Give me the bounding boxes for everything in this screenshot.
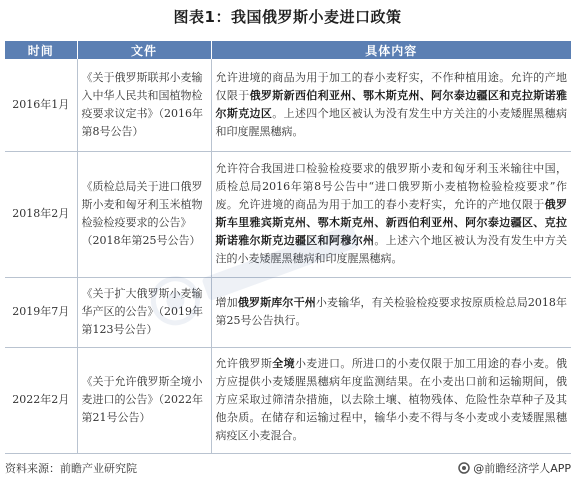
table-row: [5, 59, 571, 151]
content-regions: 俄罗斯新西伯利亚州、鄂木斯克州、阿尔泰边疆区和克拉斯诺雅尔斯克边区: [215, 88, 568, 120]
document-cell: 《关于允许俄罗斯全境小麦进口的公告》（2022年第21号公告）: [77, 347, 211, 453]
content-regions: 俄罗斯车里雅宾斯克州、鄂木斯克州、新西伯利亚州、阿尔泰边疆区、克拉斯诺雅尔斯克边疆区和阿穆尔州: [215, 198, 568, 247]
content-text: 小麦进口。所进口的小麦仅限于加工用途的春小麦。俄方应提供小麦矮腥黑穗病年度监测结果。在小麦出口前和运输期间，俄方应采取过筛清杂措施，以去除土壤、植物残体、危险性杂草种子及其他杂质。在储存和运输过程中，输华小麦不得与冬小麦或小麦矮腥黑穗病疫区小麦混合。: [215, 357, 568, 442]
content-cell: [211, 151, 571, 277]
page-title: 图表1：我国俄罗斯小麦进口政策: [173, 8, 402, 26]
header-document: 文件: [77, 41, 211, 59]
content-text: 。上述四个地区被认为没有发生中方关注的小麦矮腥黑穗病和印度腥黑穗病。: [215, 106, 567, 138]
content-text: 允许俄罗斯: [215, 357, 273, 370]
document-cell: 《关于俄罗斯联邦小麦输入中华人民共和国植物检疫要求议定书》（2016年第8号公告）: [77, 59, 211, 151]
brand-credit: [458, 460, 571, 476]
time-cell: 2018年2月: [5, 151, 77, 277]
document-cell: 《关于扩大俄罗斯小麦输华产区的公告》（2019年第123号公告）: [77, 277, 211, 347]
table-row: [5, 347, 571, 453]
table-row: [5, 151, 571, 277]
table-header-row: [5, 41, 571, 59]
footer: [5, 458, 571, 478]
data-source: 资料来源：前瞻产业研究院: [5, 462, 137, 475]
document-cell: 《质检总局关于进口俄罗斯小麦和匈牙利玉米植物检验检疫要求的公告》（2018年第25号公告）: [77, 151, 211, 277]
brand-label: @前瞻经济学人APP: [473, 462, 571, 475]
content-cell: [211, 277, 571, 347]
time-cell: 2022年2月: [5, 347, 77, 453]
content-regions: 俄罗斯库尔干州: [237, 296, 316, 309]
content-text: 增加: [215, 296, 238, 309]
content-text: 允许符合我国进口检验检疫要求的俄罗斯小麦和匈牙利玉米输往中国，质检总局2016年第8号公告中“进口俄罗斯小麦植物检验检疫要求”作废。允许进境的商品为用于加工的春小麦籽实，允许的产地仅限于: [215, 162, 567, 211]
content-cell: [211, 59, 571, 151]
header-content: 具体内容: [211, 41, 571, 59]
content-text: 。上述六个地区被认为没有发生中方关注的小麦矮腥黑穗病和印度腥黑穗病。: [215, 234, 568, 265]
content-cell: [211, 347, 571, 453]
brand-logo-icon: [458, 462, 470, 474]
time-cell: 2019年7月: [5, 277, 77, 347]
time-cell: 2016年1月: [5, 59, 77, 151]
header-time: 时间: [5, 41, 77, 59]
content-text: 允许进境的商品为用于加工的春小麦籽实，不作种植用途。允许的产地仅限于: [215, 70, 567, 102]
content-regions: 全境: [272, 357, 295, 370]
policy-table: [5, 41, 571, 454]
content-text: 小麦输华，有关检验检疫要求按原质检总局2018年第25号公告执行。: [215, 296, 568, 327]
table-row: [5, 277, 571, 347]
